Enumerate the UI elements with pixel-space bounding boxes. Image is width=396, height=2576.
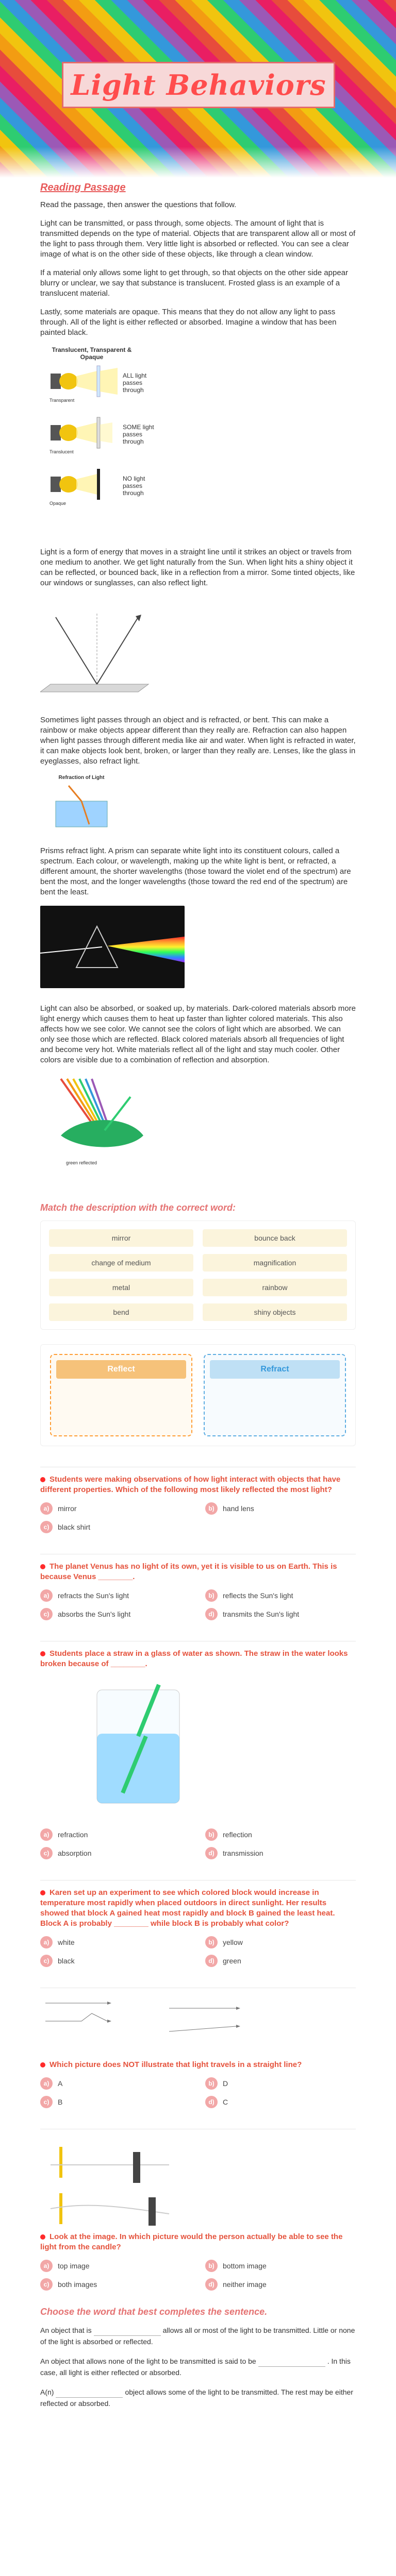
match-card (40, 1221, 356, 1330)
question-5-option-d[interactable]: d) C (205, 2096, 356, 2108)
fill-sentence-2: An object that allows none of the light to be transmitted is said to be . In this case, all light is either reflected or absorbed. (40, 2357, 351, 2377)
prism-image (40, 906, 185, 988)
question-3-option-b[interactable]: b) reflection (205, 1828, 356, 1841)
question-6-option-b[interactable]: b) bottom image (205, 2260, 356, 2272)
question-3-option-c[interactable]: c) absorption (40, 1847, 191, 1859)
question-6: Look at the image. In which picture would the person actually be able to see the light from the candle? a) top image b) bottom image c) both images d) neither image (40, 2129, 356, 2291)
page-title: Light Behaviors (71, 69, 326, 101)
paragraph-2: If a material only allows some light to get through, so that objects on the other side appear blurry or unclear, we say that substance is translucent. Frosted glass is an example of a translucent material. (40, 268, 349, 298)
refract-column[interactable] (204, 1354, 346, 1436)
paragraph-5: Sometimes light passes through an object and is refracted, or bent. This can make a rainbow or make objects appear different than they really are. Refraction can also happen when light passes through different media like air and water. When light is refracted in water, it can make objects look bent, broken, or larger than they really are. Lenses, like the glass in eyeglasses, also refract light. (40, 716, 356, 766)
question-4-option-c[interactable]: c) black (40, 1955, 191, 1967)
question-4-option-b[interactable]: b) yellow (205, 1936, 356, 1948)
question-5-option-a[interactable]: a) A (40, 2077, 191, 2090)
question-5: Which picture does NOT illustrate that light travels in a straight line? a) A b) D c) B d) C (40, 1988, 356, 2108)
reading-title: Reading Passage (40, 182, 126, 193)
question-5-option-b[interactable]: b) D (205, 2077, 356, 2090)
question-3: Students place a straw in a glass of water as shown. The straw in the water looks broken because of ________. a) refraction b) reflection c) absorption d) transmission (40, 1641, 356, 1859)
match-item[interactable]: metal (49, 1279, 193, 1296)
match-item[interactable]: magnification (203, 1254, 347, 1272)
leaf-absorption-figure: green reflected (40, 1074, 154, 1172)
question-2: The planet Venus has no light of its own, yet it is visible to us on Earth. This is because Venus ________. a) refracts the Sun's light b) reflects the Sun's light c) absorbs the Sun's light d) transmits the Sun's light (40, 1554, 356, 1620)
fill-sentence-1: An object that is allows all or most of the light to be transmitted. Little or none of the light is absorbed or reflected. (40, 2326, 355, 2346)
paragraph-6: Prisms refract light. A prism can separate white light into its constituent colours, called a spectrum. Each colour, or wavelength, making up the white light is bent, or refracted, a different amount, the shorter wavelengths (those toward the violet end of the spectrum) are bent the most, and the longer wavelengths (those toward the red end of the spectrum) are bent the least. (40, 846, 351, 896)
reflect-column[interactable] (50, 1354, 192, 1436)
question-6-option-c[interactable]: c) both images (40, 2278, 191, 2291)
straw-glass-image (76, 1680, 210, 1814)
title-box (62, 62, 335, 108)
match-item[interactable]: shiny objects (203, 1303, 347, 1321)
match-title: Match the description with the correct word: (40, 1202, 236, 1213)
fill-sentence-3: A(n) object allows some of the light to be transmitted. The rest may be either reflected or absorbed. (40, 2388, 353, 2408)
sort-area (40, 1344, 356, 1446)
question-1-text: Students were making observations of how light interact with objects that have different properties. Which of the following most likely reflected the most light? (40, 1475, 341, 1494)
header-banner (0, 0, 396, 178)
question-4-option-d[interactable]: d) green (205, 1955, 356, 1967)
question-1-option-c[interactable]: c) black shirt (40, 1521, 191, 1533)
question-6-option-d[interactable]: d) neither image (205, 2278, 356, 2291)
question-2-option-a[interactable]: a) refracts the Sun's light (40, 1589, 191, 1602)
reading-intro: Read the passage, then answer the questions that follow. (40, 200, 237, 209)
paragraph-1: Light can be transmitted, or pass through, some objects. The amount of light that is transmitted depends on the type of material. Objects that are transparent allow all or most of the light to pass through them. Very little light is absorbed or reflected. You can see a clear image of what is on the other side of these objects, like through a clean window. (40, 219, 356, 259)
match-item[interactable]: bend (49, 1303, 193, 1321)
match-item[interactable]: bounce back (203, 1229, 347, 1247)
light-paths-image (40, 1995, 277, 2057)
question-4-option-a[interactable]: a) white (40, 1936, 191, 1948)
question-6-option-a[interactable]: a) top image (40, 2260, 191, 2272)
match-item[interactable]: change of medium (49, 1254, 193, 1272)
question-2-option-d[interactable]: d) transmits the Sun's light (205, 1608, 356, 1620)
question-2-option-c[interactable]: c) absorbs the Sun's light (40, 1608, 191, 1620)
candle-image (40, 2137, 308, 2229)
question-1-option-a[interactable]: a) mirror (40, 1502, 191, 1515)
reflection-figure (40, 597, 356, 705)
question-3-option-d[interactable]: d) transmission (205, 1847, 356, 1859)
question-1 (40, 1467, 356, 1533)
question-3-option-a[interactable]: a) refraction (40, 1828, 191, 1841)
question-2-option-b[interactable]: b) reflects the Sun's light (205, 1589, 356, 1602)
paragraph-7: Light can also be absorbed, or soaked up, by materials. Dark-colored materials absorb more light energy which causes them to heat up faster than lighter colored materials. This also affects how we see color. We cannot see the colors of light which are absorbed. We can only see those which are reflected. Black colored materials absorb all frequencies of light and become very hot. White materials reflect all of the light and stay much cooler. Other colors are visible due to a combination of reflection and absorption. (40, 1004, 356, 1064)
refraction-figure: Refraction of Light (40, 775, 356, 837)
match-item[interactable]: rainbow (203, 1279, 347, 1296)
fill-in-section: Choose the word that best completes the sentence. An object that is allows all or most of the light to be transmitted. Little or none of the light is absorbed or reflected. An object that allows none of the light to be transmitted is said to be . In this case, all light is either reflected or absorbed. A(n) object allows some of the light to be transmitted. The rest may be either reflected or absorbed. (40, 2306, 356, 2409)
translucency-figure: Translucent, Transparent & Opaque ALL light passes through SOME light passes through NO light passes through Transparent Translucent Opaque (40, 346, 210, 532)
match-item[interactable]: mirror (49, 1229, 193, 1247)
paragraph-4: Light is a form of energy that moves in a straight line until it strikes an object or travels from one medium to another. We get light naturally from the Sun. When light hits a shiny object it can be reflected, or bounced back, like in a reflection from a mirror. Some tinted objects, like our windows or sunglasses, can also reflect light. (40, 548, 355, 587)
question-4: Karen set up an experiment to see which colored block would increase in temperature most rapidly when placed outdoors in direct sunlight. Her results showed that block A gained heat most rapidly and block B gained the least heat. Block A is probably ________ while block B is probably what color? a) white b) yellow c) black d) green (40, 1880, 356, 1967)
paragraph-3: Lastly, some materials are opaque. This means that they do not allow any light to pass through. All of the light is either reflected or absorbed. Imagine a window that has been painted black. (40, 308, 337, 337)
refract-label: Refract (210, 1360, 340, 1379)
reflect-label: Reflect (56, 1360, 186, 1379)
question-5-option-c[interactable]: c) B (40, 2096, 191, 2108)
question-1-option-b[interactable]: b) hand lens (205, 1502, 356, 1515)
content (0, 182, 396, 2409)
